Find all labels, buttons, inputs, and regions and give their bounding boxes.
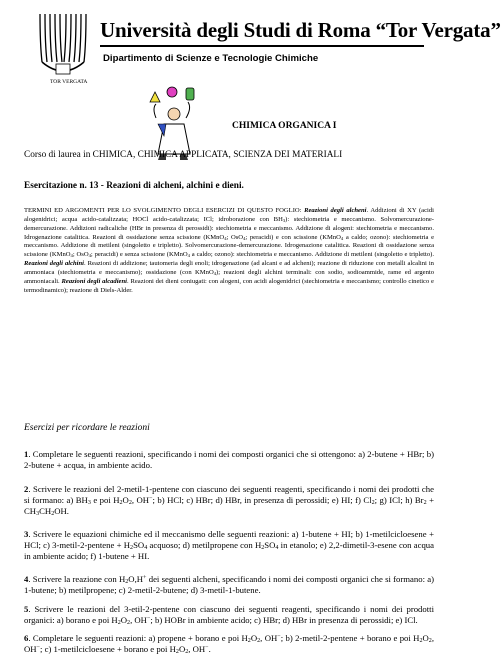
- header-rule: [100, 45, 424, 47]
- course-title: CHIMICA ORGANICA I: [232, 121, 337, 131]
- question-5: 5. Scrivere le reazioni del 3-etil-2-pentene con ciascuno dei seguenti reagenti, specificando i nomi dei prodotti organici: a) borano e poi $H_2O_2$, OH−; b) HOBr in ambiente acido; c) HBr; d) HBr in presenza di perossidi; e) ICl.: [24, 604, 434, 627]
- topic-heading-alkenes: Reazioni degli alcheni: [304, 207, 367, 214]
- exercise-title: Esercitazione n. 13 - Reazioni di alcheni, alchini e dieni.: [24, 181, 244, 191]
- university-logo: [34, 10, 92, 90]
- department-name: Dipartimento di Scienze e Tecnologie Chimiche: [103, 53, 319, 64]
- topics-paragraph: TERMINI ED ARGOMENTI PER LO SVOLGIMENTO DEGLI ESERCIZI DI QUESTO FOGLIO: Reazioni degli alcheni. Addizioni di XY (acidi alogenidrici; acqua acido-catalizzata; HOCl acido-catalizzata; ICl; idroborazione con $BH_3$): stechiometria e meccanismo. Solvomercurazione-demercurazione. Addizioni radicaliche (HBr in presenza di perossidi): stechiometria e meccanismo. Addizione di alogeni: stechiometria e meccanismo. Idrogenazione catalitica. Reazioni di ossidazione senza scissione (KMnO$_4$; OsO$_4$; peracidi) e con scissione (KMnO$_4$ a caldo; ozono): stechiometria e meccanismo. Addizione di metileni (singoletto e tripletto). Solvomercurazione-demercurazione. Idrogenazione catalitica. Reazioni di ossidazione senza scissione (KMnO$_4$; OsO$_4$; peracidi) e senza scissione (KMnO$_4$ a caldo; ozono): stechiometria e meccanismo. Addizione di metileni (singoletto e tripletto). Reazioni degli alchini. Reazioni di addizione; tautomeria degli enoli; idrogenazione (ad alcani e ad alcheni); reazione di riduzione con metalli alcalini in ammoniaca (stechiometria e meccanismo); ossidazione (con KMnO$_4$); reazioni degli alchini terminali: con sodio, sodioammide, rame ed argento ammoniacali. Reazioni degli alcadieni. Reazioni dei dieni coniugati: con alogeni, con acidi alogenidrici (stechiometria e meccanismo; controllo cinetico e termodinamico); reazione di Diels-Alder.: [24, 207, 434, 294]
- question-1: 1. Completare le seguenti reazioni, specificando i nomi dei composti organici che si ottengono: a) 2-butene + HBr; b) 2-butene + acqua, in ambiente acido.: [24, 449, 434, 471]
- logo-caption: TOR VERGATA: [50, 79, 88, 85]
- exercises-heading: Esercizi per ricordare le reazioni: [24, 423, 150, 433]
- question-6: 6. Completare le seguenti reazioni: a) propene + borano e poi $H_2O_2$, OH−; b) 2-metil-2-pentene + borano e poi $H_2O_2$, OH−; c) 1-metilcicloesene + borano e poi $H_2O_2$, OH−.: [24, 633, 434, 655]
- topic-heading-alkynes: Reazioni degli alchini: [24, 260, 84, 268]
- question-2: 2. Scrivere le reazioni del 2-metil-1-pentene con ciascuno dei seguenti reagenti, specificando i nomi dei prodotti che si formano: a) $BH_3$ e poi $H_2O_2$, OH−; b) HCl; c) HBr; d) HBr, in presenza di perossidi; e) HI; f) $Cl_2$; g) ICl; h) $Br_2 + CH_3CH_2OH$.: [24, 484, 434, 518]
- topic-heading-alkadienes: Reazioni degli alcadieni: [61, 277, 127, 285]
- question-3: 3. Scrivere le equazioni chimiche ed il meccanismo delle seguenti reazioni: a) 1-butene + HI; b) 1-metilcicloesene + HCl; c) 3-metil-2-pentene + $H_2SO_4$ acquoso; d) metilpropene con $H_2SO_4$ in etanolo; e) 2,2-dimetil-3-esene con acqua in ambiente acido; f) 1-butene + HI.: [24, 529, 434, 562]
- question-4: 4. Scrivere la reazione con $H_2O,H^+$ dei seguenti alcheni, specificando i nomi dei composti organici che si formano: a) 1-butene; b) metilpropene; c) 2-metil-2-butene; d) 3-metil-1-butene.: [24, 574, 434, 596]
- degree-programs: Corso di laurea in CHIMICA, CHIMICA APPLICATA, SCIENZA DEI MATERIALI: [24, 150, 343, 160]
- topics-lead: TERMINI ED ARGOMENTI PER LO SVOLGIMENTO DEGLI ESERCIZI DI QUESTO FOGLIO:: [24, 207, 302, 214]
- university-title: Università degli Studi di Roma “Tor Vergata”: [100, 18, 501, 42]
